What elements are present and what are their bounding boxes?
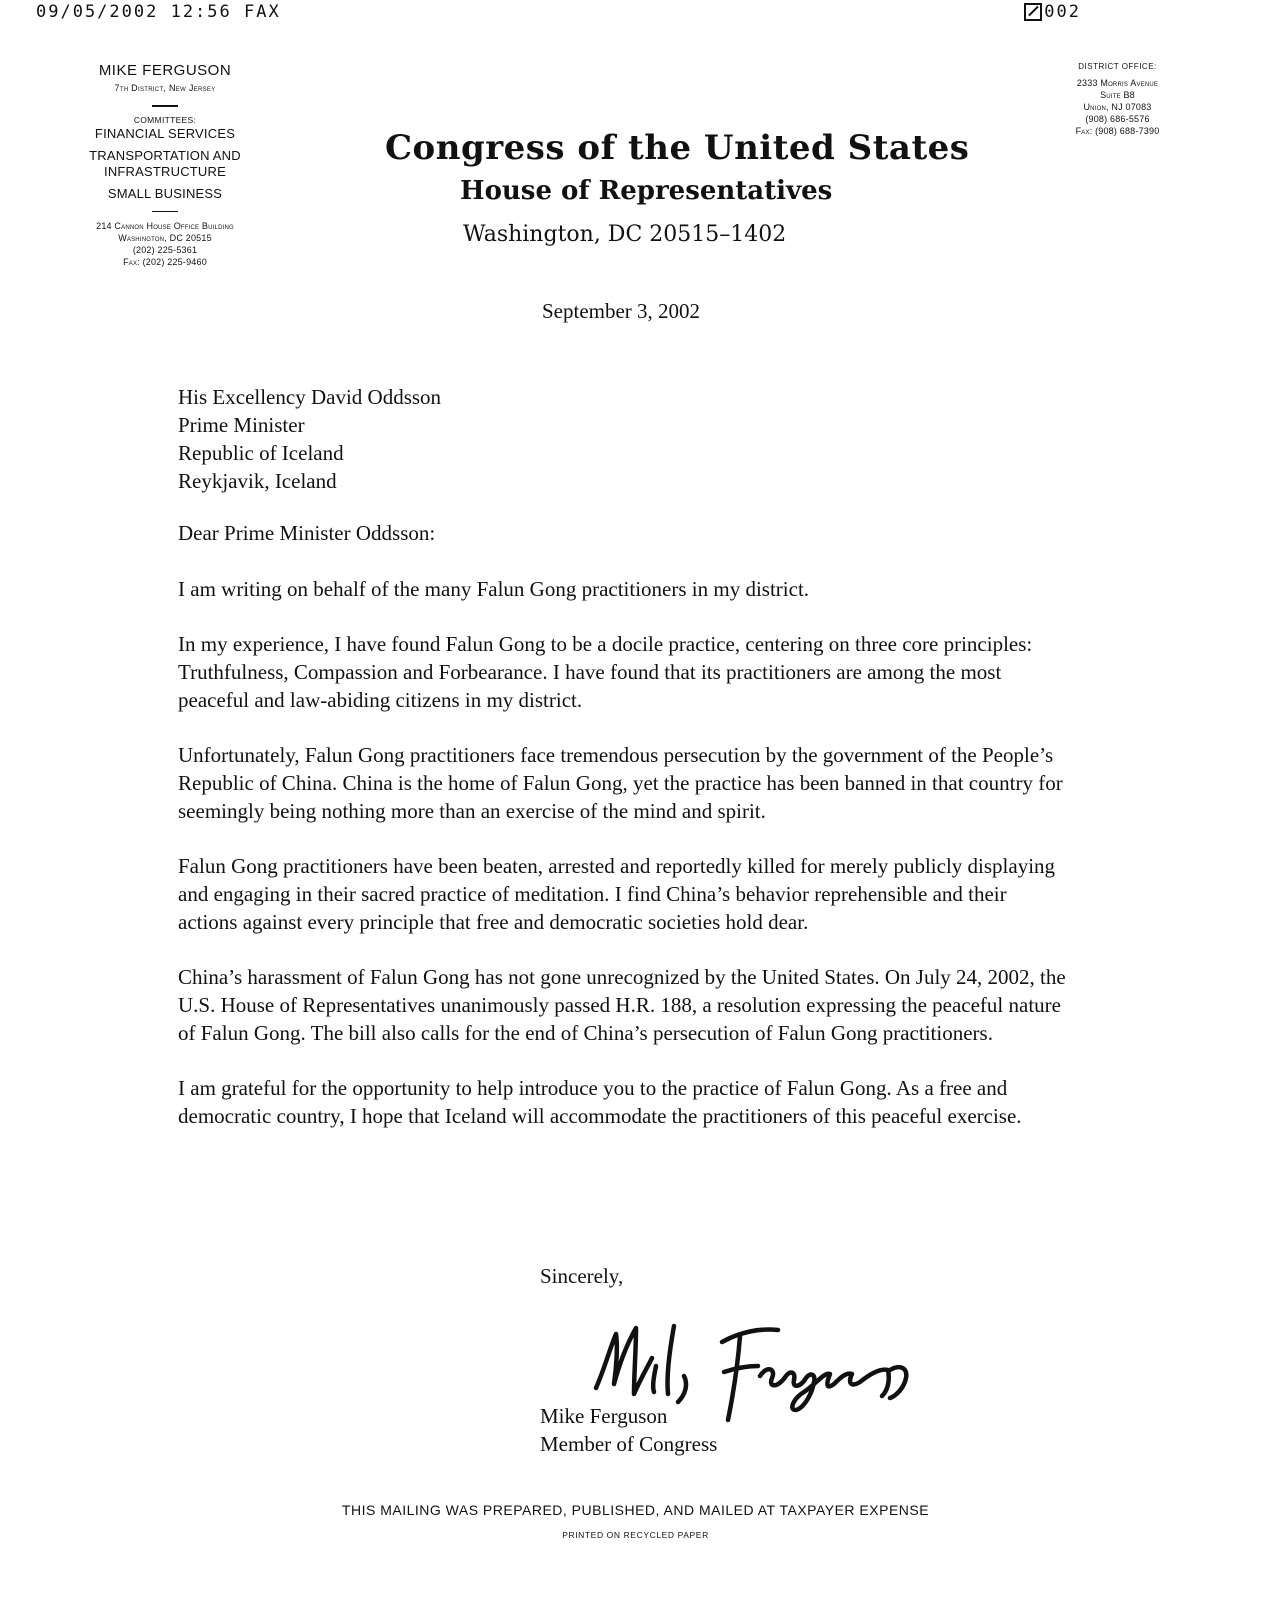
body-paragraph: China’s harassment of Falun Gong has not gone unrecognized by the United States. On July 24, 2002, the U.S. House of Representatives unanimously passed H.R. 188, a resolution expressing the peaceful nature of Falun Gong. The bill also calls for the end of China’s persecution of Falun Gong practitioners.: [178, 965, 1066, 1045]
divider: [152, 211, 178, 213]
body-paragraph: In my experience, I have found Falun Gong to be a docile practice, centering on three core principles: Truthfulness, Compassion and Forbearance. I have found that its practitioners are among the most peaceful and law-abiding citizens in my district.: [178, 632, 1033, 712]
body-paragraph: I am grateful for the opportunity to help introduce you to the practice of Falun Gong. As a free and democratic country, I hope that Iceland will accommodate the practitioners of this peaceful exercise.: [178, 1076, 1022, 1128]
committee-item: INFRASTRUCTURE: [104, 163, 226, 179]
member-district: 7th District, New Jersey: [114, 83, 216, 93]
addressee-line: Reykjavik, Iceland: [178, 469, 337, 493]
dc-office-line: Washington, DC 20515: [118, 233, 212, 243]
member-name: MIKE FERGUSON: [98, 62, 232, 79]
salutation: Dear Prime Minister Oddsson:: [178, 521, 436, 545]
letterhead-congress: Congress of the United States: [385, 128, 970, 168]
body-paragraph: I am writing on behalf of the many Falun Gong practitioners in my district.: [178, 577, 810, 601]
letterhead-address: Washington, DC 20515–1402: [463, 222, 787, 247]
district-office-line: (908) 686-5576: [1085, 114, 1150, 124]
addressee-line: Prime Minister: [178, 413, 305, 437]
closing: Sincerely,: [540, 1264, 624, 1288]
body-paragraph: Falun Gong practitioners have been beaten, arrested and reportedly killed for merely publicly displaying and engaging in their sacred practice of meditation. I find China’s behavior reprehensible and their actions against every principle that free and democratic societies hold dear.: [178, 854, 1056, 934]
fax-page-value: 002: [1044, 2, 1081, 22]
letterhead-house: House of Representatives: [460, 176, 833, 206]
signer-title: Member of Congress: [540, 1432, 718, 1456]
district-office-line: Suite B8: [1100, 90, 1135, 100]
addressee-line: His Excellency David Oddsson: [178, 385, 442, 409]
fax-page-icon: [1024, 3, 1042, 21]
fax-timestamp: 09/05/2002 12:56 FAX: [36, 2, 281, 22]
footer-recycled-note: PRINTED ON RECYCLED PAPER: [562, 1530, 709, 1540]
district-office-line: Union, NJ 07083: [1083, 102, 1152, 112]
dc-office-line: 214 Cannon House Office Building: [96, 221, 234, 231]
fax-page-number: [1024, 2, 1081, 22]
letter-date: September 3, 2002: [542, 299, 701, 323]
committees-label: COMMITTEES:: [133, 114, 197, 125]
committee-item: TRANSPORTATION AND: [89, 147, 241, 163]
divider: [152, 105, 178, 107]
member-info-column: [60, 62, 270, 268]
district-office-line: 2333 Morris Avenue: [1076, 78, 1159, 88]
body-paragraph: Unfortunately, Falun Gong practitioners face tremendous persecution by the government of the People’s Republic of China. China is the home of Falun Gong, yet the practice has been banned in that country for seemingly being nothing more than an exercise of the mind and spirit.: [178, 743, 1063, 823]
district-office-label: DISTRICT OFFICE:: [1078, 62, 1157, 71]
district-office-line: Fax: (908) 688-7390: [1075, 126, 1160, 136]
committee-item: SMALL BUSINESS: [107, 185, 223, 201]
dc-office-line: (202) 225-5361: [132, 245, 198, 255]
addressee-block: [178, 383, 441, 495]
addressee-line: Republic of Iceland: [178, 441, 344, 465]
letter-body: [178, 575, 1068, 1157]
district-office-column: [1035, 62, 1200, 137]
signer-name: Mike Ferguson: [540, 1404, 668, 1428]
footer-disclaimer: THIS MAILING WAS PREPARED, PUBLISHED, AND MAILED AT TAXPAYER EXPENSE: [341, 1502, 930, 1518]
dc-office-line: Fax: (202) 225-9460: [123, 257, 207, 267]
committee-item: FINANCIAL SERVICES: [94, 125, 236, 141]
